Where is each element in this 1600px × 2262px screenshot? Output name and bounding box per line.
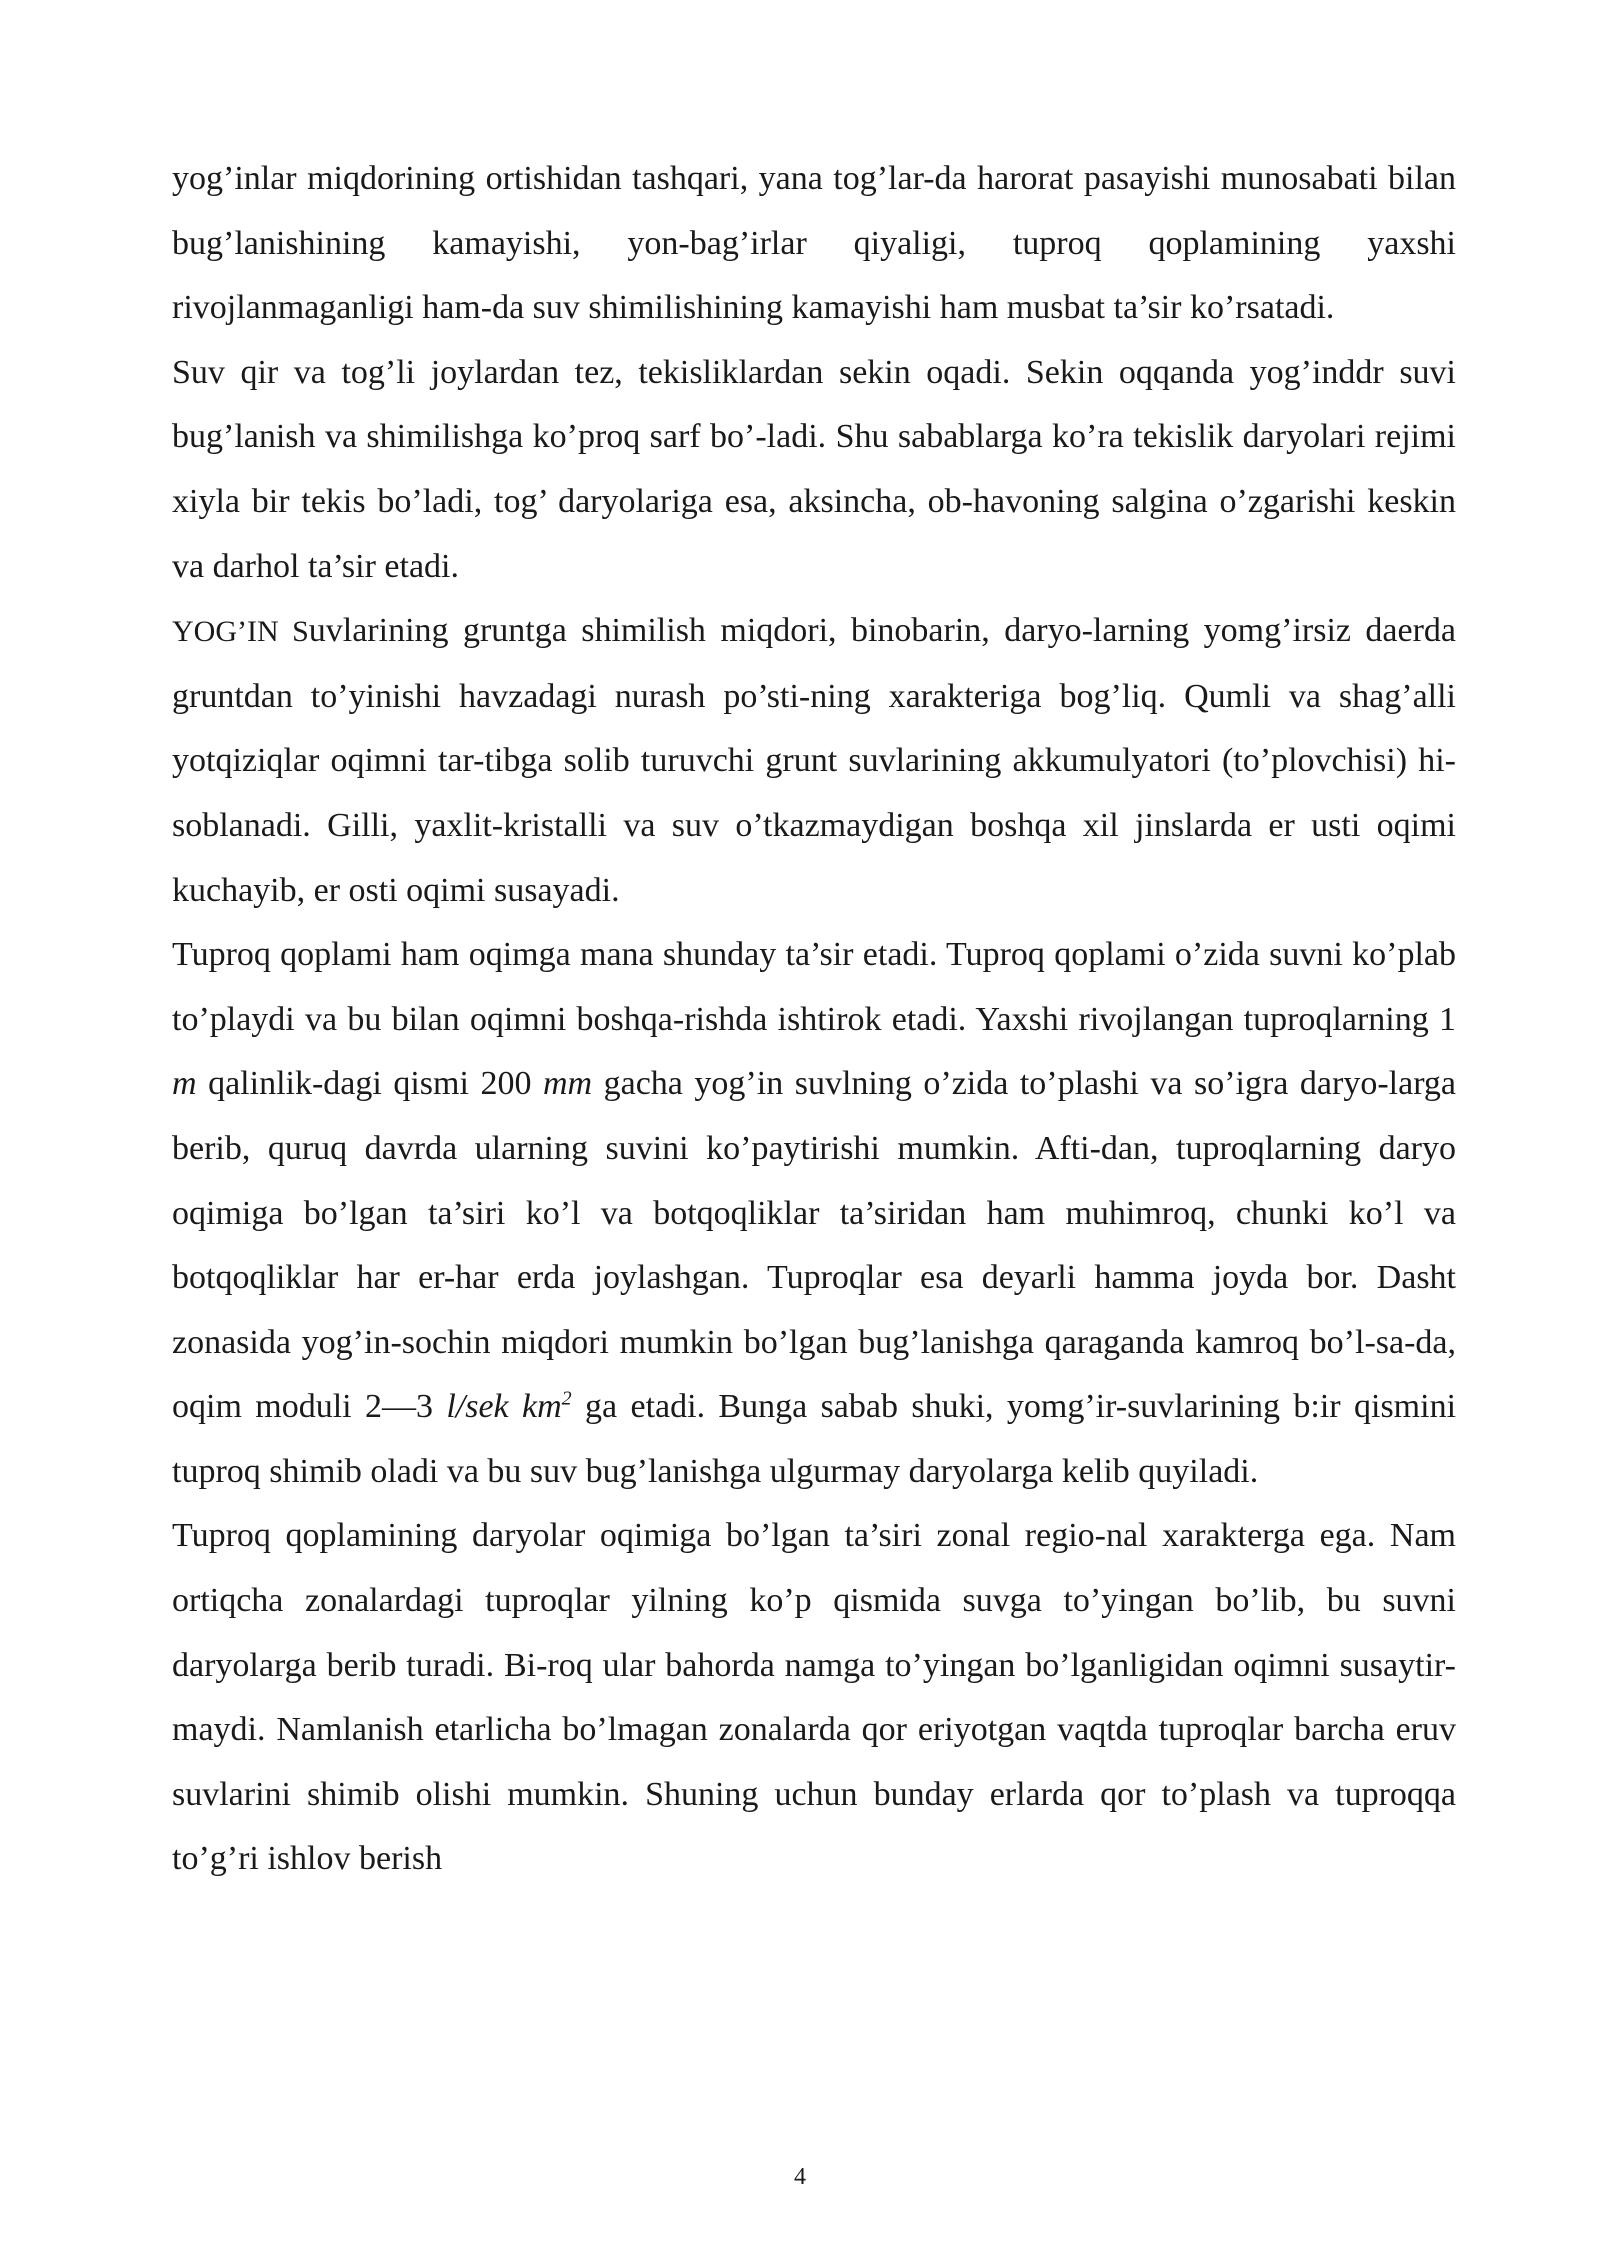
unit-lsek-km-base: l/sek km bbox=[446, 1388, 562, 1426]
unit-m: m bbox=[172, 1065, 197, 1103]
unit-lsek-km bbox=[446, 1388, 571, 1425]
paragraph-4-text-2: qalinlik-dagi qismi 200 bbox=[196, 1065, 543, 1103]
paragraph-5: Tuproq qoplamining daryolar oqimiga bo’lgan ta’siri zonal regio-nal xarakterga ega. Nam ortiqcha zonalardagi tuproqlar yilning ko’p qismida suvga to’yingan bo’lib, bu suvni daryolarga berib turadi. Bi-roq ular bahorda namga to’yingan bo’lganligidan oqimni susaytir-maydi. Namlanish etarlicha bo’lmagan zonalarda qor eriyotgan vaqtda tuproqlar barcha eruv suvlarini shimib olishi mumkin. Shuning uchun bunday erlarda qor to’plash va tuproqqa to’g’ri ishlov berish bbox=[172, 1517, 1456, 1878]
paragraph-4-text-3: gacha yog’in suvlning o’zida to’plashi va so’igra daryo-larga berib, quruq davrda ularning suvini ko’paytirishi mumkin. Afti-dan, tuproqlarning daryo oqimiga bo’lgan ta’siri ko’l va botqoqliklar ta’siridan ham muhimroq, chunki ko’l va botqoqliklar har er-har erda joylashgan. Tuproqlar esa deyarli hamma joyda bor. Dasht zonasida yog’in-sochin miqdori mumkin bo’lgan bug’lanishga qaraganda kamroq bo’l-sa-da, oqim moduli 2—3 bbox=[172, 1065, 1456, 1426]
page-number: 4 bbox=[794, 2164, 806, 2190]
paragraph-3-text: uvlarining gruntga shimilish miqdori, binobarin, daryo-larning yomg’irsiz daerda gruntdan to’yinishi havzadagi nurash po’sti-ning xarakteriga bog’liq. Qumli va shag’alli yotqiziqlar oqimni tar-tibga solib turuvchi grunt suvlarining akkumulyatori (to’plovchisi) hi-soblanadi. Gilli, yaxlit-kristalli va suv o’tkazmaydigan boshqa xil jinslarda er usti oqimi kuchayib, er osti oqimi susayadi. bbox=[172, 612, 1457, 909]
paragraph-3-lead: YOG’IN S bbox=[172, 615, 309, 649]
paragraph-1: yog’inlar miqdorining ortishidan tashqari, yana tog’lar-da harorat pasayishi munosabati bilan bug’lanishining kamayishi, yon-bag’irlar qiyaligi, tuproq qoplamining yaxshi rivojlanmaganligi ham-da suv shimilishining kamayishi ham musbat ta’sir ko’rsatadi. bbox=[172, 160, 1456, 327]
paragraph-3 bbox=[172, 599, 1456, 923]
paragraph-4-text-4: ga etadi. Bunga sabab shuki, yomg’ir-suvlarining b:ir qismini tuproq shimib oladi va bu suv bug’lanishga ulgurmay daryolarga kelib quyiladi. bbox=[172, 1388, 1457, 1490]
paragraph-2: Suv qir va tog’li joylardan tez, tekisliklardan sekin oqadi. Sekin oqqanda yog’inddr suvi bug’lanish va shimilishga ko’proq sarf bo’-ladi. Shu sabablarga ko’ra tekislik daryolari rejimi xiyla bir tekis bo’ladi, tog’ daryolariga esa, aksincha, ob-havoning salgina o’zgarishi keskin va darhol ta’sir etadi. bbox=[172, 353, 1456, 585]
paragraph-4 bbox=[172, 923, 1456, 1504]
paragraph-4-text-1: Tuproq qoplami ham oqimga mana shunday ta’sir etadi. Tuproq qoplami o’zida suvni ko’plab to’playdi va bu bilan oqimni boshqa-rishda ishtirok etadi. Yaxshi rivojlangan tuproqlarning 1 bbox=[172, 936, 1456, 1038]
unit-exponent: 2 bbox=[561, 1387, 572, 1410]
unit-mm: mm bbox=[542, 1065, 593, 1103]
body-text bbox=[172, 147, 1456, 1892]
